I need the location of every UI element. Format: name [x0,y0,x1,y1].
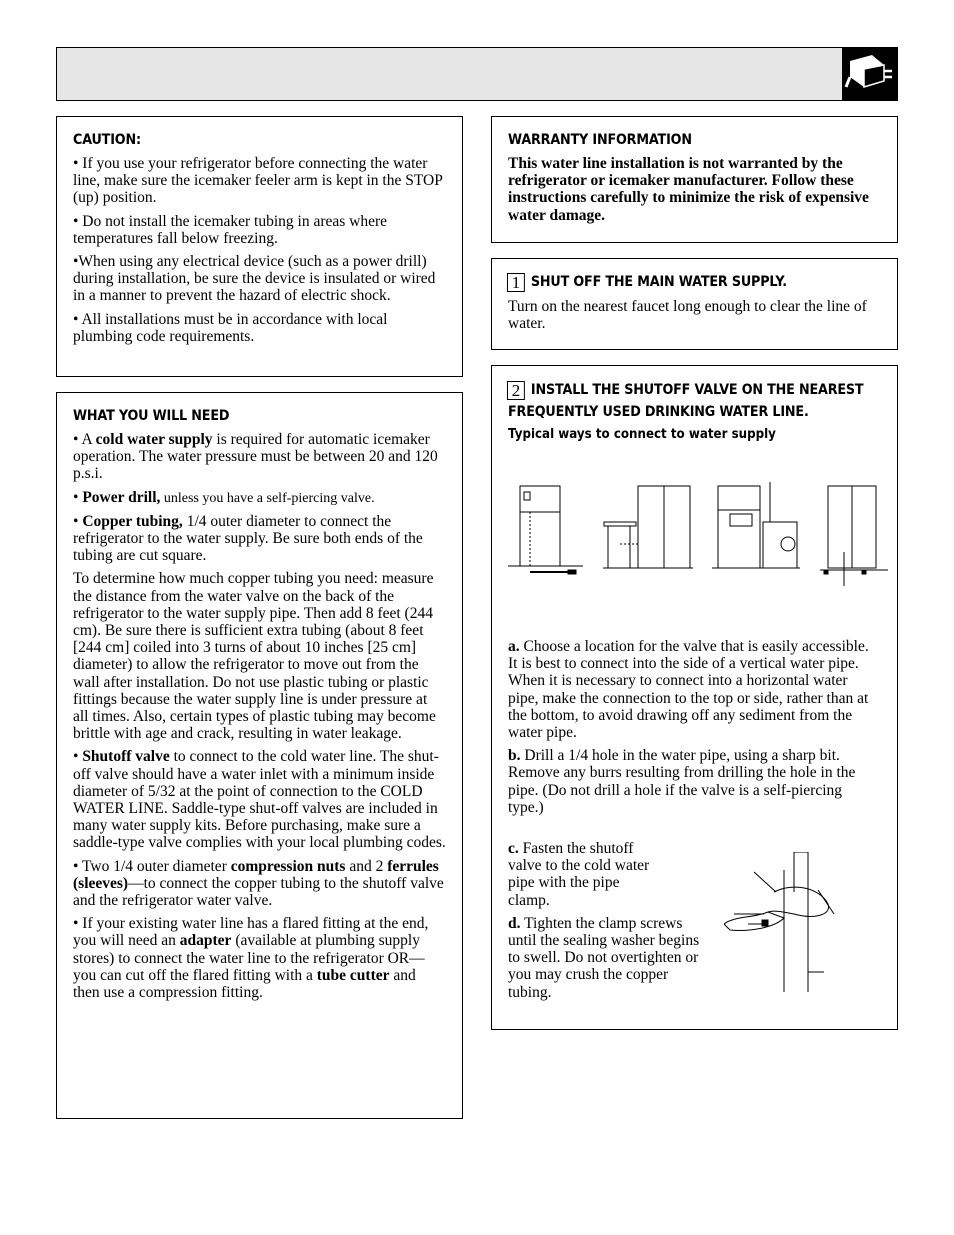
need-power-drill: • Power drill, unless you have a self-piercing valve. [73,488,375,506]
step-2a-text: a. Choose a location for the valve that is easily accessible. It is best to connect into the side of a vertical water pipe. When it is necessary to connect into a horizontal water pipe, make the connection to the top or side, rather than at the bottom, to avoid drawing off any sediment from the water pipe. [508,638,869,742]
step-2c-text: c. Fasten the shutoff valve to the cold water pipe with the pipe clamp. [508,840,650,909]
need-shutoff-valve: • Shutoff valve to connect to the cold water line. The shut-off valve should have a water inlet with a minimum inside diameter of 5/32 at the point of connection to the COLD WATER LINE. Saddle-type shut-off valves are included in many water supply kits. Before purchasing, make sure a saddle-type valve complies with your local plumbing codes. [73,748,446,852]
step-1-number: 1 [507,273,525,292]
caution-heading: CAUTION: [73,132,141,148]
pipe-clamp-diagram [724,852,874,1012]
step-2-number: 2 [507,381,525,400]
step-1-box [491,258,898,350]
caution-item-freezing: • Do not install the icemaker tubing in areas where temperatures fall below freezing. [73,212,388,247]
water-supply-connection-diagram [508,482,888,592]
step-2b-text: b. Drill a 1/4 hole in the water pipe, using a sharp bit. Remove any burrs resulting from drilling the hole in the pipe. (Do not drill a hole if the valve is a self-piercing type.) [508,747,856,816]
step-1-text: Turn on the nearest faucet long enough to clear the line of water. [508,298,867,333]
caution-item-electric-shock: •When using any electrical device (such as a power drill) during installation, be sure the device is insulated or wired in a manner to prevent the hazard of electric shock. [73,253,436,305]
need-flared-fitting: • If your existing water line has a flared fitting at the end, you will need an adapter (available at plumbing supply stores) to connect the water line to the refrigerator OR—you can cut off the flared fitting with a tube cutter and then use a compression fitting. [73,915,429,1002]
what-you-will-need-box [56,392,463,1119]
warranty-text: This water line installation is not warranted by the refrigerator or icemaker manufacturer. Follow these instructions carefully to minimize the risk of expensive water damage. [508,155,869,224]
caution-item-plumbing-code: • All installations must be in accordance with local plumbing code requirements. [73,310,388,345]
step-2d-text: d. Tighten the clamp screws until the sealing washer begins to swell. Do not overtighten or you may crush the copper tubing. [508,914,700,1001]
warranty-box [491,116,898,243]
page-header-bar [56,47,898,101]
need-compression-nuts: • Two 1/4 outer diameter compression nuts and 2 ferrules (sleeves)—to connect the copper tubing to the shutoff valve and the refrigerator water valve. [73,857,444,910]
plug-icon [842,47,898,101]
step-1-heading: 1 SHUT OFF THE MAIN WATER SUPPLY. [508,273,836,292]
need-copper-tubing: • Copper tubing, 1/4 outer diameter to connect the refrigerator to the water supply. Be sure both ends of the tubing are cut square. [73,512,423,565]
step-2-heading: 2 INSTALL THE SHUTOFF VALVE ON THE NEAREST FREQUENTLY USED DRINKING WATER LINE. [508,381,864,420]
need-heading: WHAT YOU WILL NEED [73,408,230,424]
need-cold-water: • A cold water supply is required for automatic icemaker operation. The water pressure must be between 20 and 120 p.s.i. [73,431,438,483]
step-2-subhead: Typical ways to connect to water supply [508,426,776,442]
need-determine-tubing: To determine how much copper tubing you need: measure the distance from the water valve on the back of the refrigerator to the water supply pipe. Then add 8 feet (244 cm). Be sure there is sufficient extra tubing (about 8 feet [244 cm] coiled into 3 turns of about 10 inches [25 cm] diameter) to allow the refrigerator to move out from the wall after installation. Do not use plastic tubing or plastic fittings because the water supply line is under pressure at all times. Also, certain types of plastic tubing may become brittle with age and crack, resulting in water leakage. [73,570,436,743]
warranty-heading: WARRANTY INFORMATION [508,132,692,148]
step-2-box [491,365,898,1030]
caution-box [56,116,463,377]
caution-item-stop-position: • If you use your refrigerator before connecting the water line, make sure the icemaker feeler arm is kept in the STOP (up) position. [73,155,443,207]
